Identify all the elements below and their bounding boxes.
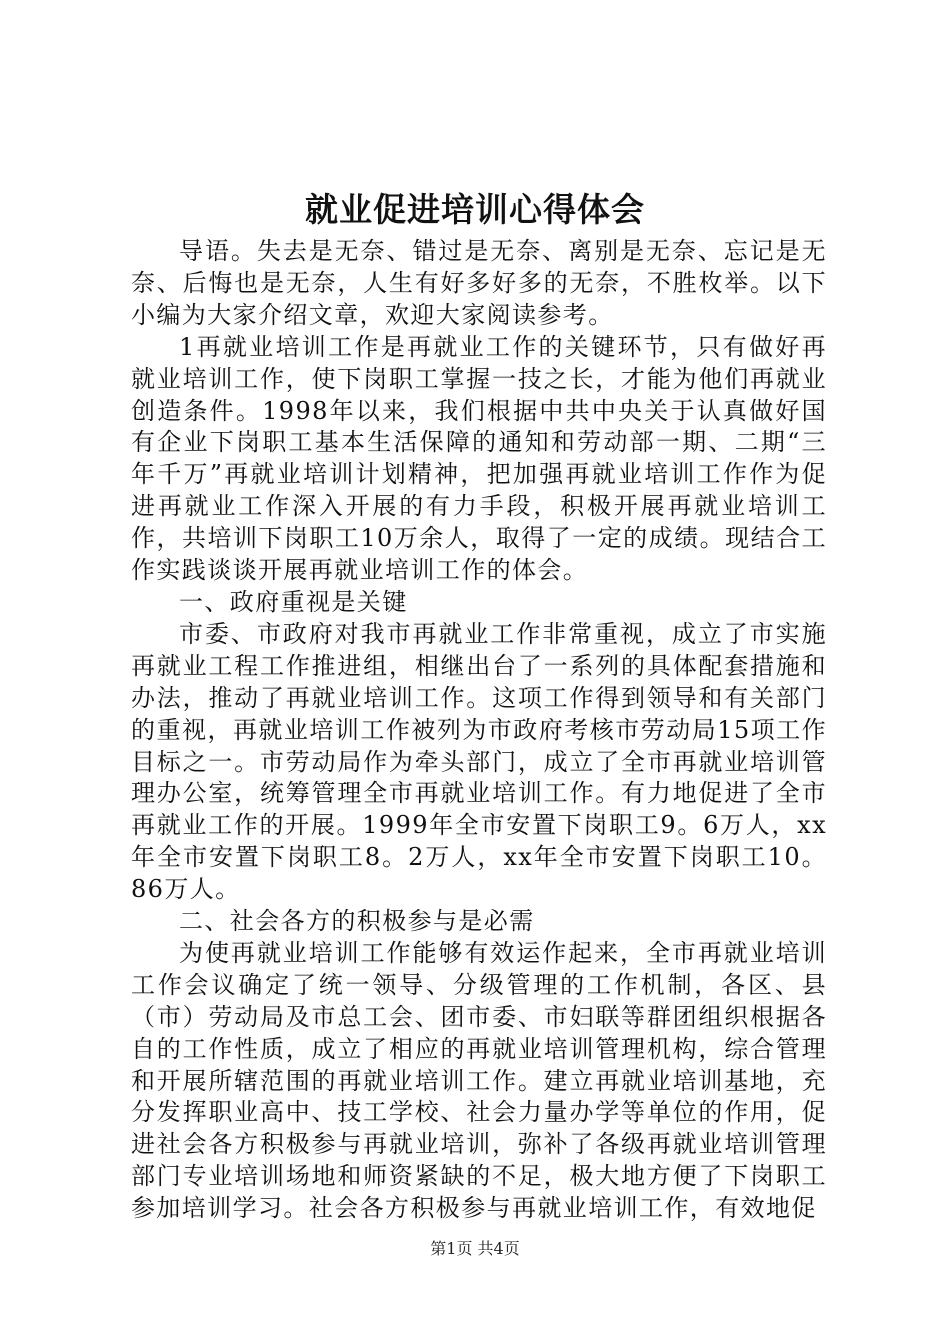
document-title: 就业促进培训心得体会 [305, 190, 645, 229]
intro-paragraph: 导语。失去是无奈、错过是无奈、离别是无奈、忘记是无奈、后悔也是无奈，人生有好多好多的无奈，不胜枚举。以下小编为大家介绍文章，欢迎大家阅读参考。 [131, 237, 827, 329]
section-heading-1: 一、政府重视是关键 [179, 587, 408, 616]
body-paragraph-2: 市委、市政府对我市再就业工作非常重视，成立了市实施再就业工程工作推进组，相继出台了一系列的具体配套措施和办法，推动了再就业培训工作。这项工作得到领导和有关部门的重视，再就业培训工作被列为市政府考核市劳动局15项工作目标之一。市劳动局作为牵头部门，成立了全市再就业培训管理办公室，统筹管理全市再就业培训工作。有力地促进了全市再就业工作的开展。1999年全市安置下岗职工9。6万人，xx年全市安置下岗职工8。2万人，xx年全市安置下岗职工10。86万人。 [131, 619, 827, 904]
page-number-footer: 第1页 共4页 [430, 1239, 520, 1258]
body-paragraph-1: 1再就业培训工作是再就业工作的关键环节，只有做好再就业培训工作，使下岗职工掌握一技之长，才能为他们再就业创造条件。1998年以来，我们根据中共中央关于认真做好国有企业下岗职工基本生活保障的通知和劳动部一期、二期“三年千万”再就业培训计划精神，把加强再就业培训工作作为促进再就业工作深入开展的有力手段，积极开展再就业培训工作，共培训下岗职工10万余人，取得了一定的成绩。现结合工作实践谈谈开展再就业培训工作的体会。 [131, 332, 827, 585]
document-body [131, 236, 827, 1225]
section-heading-2: 二、社会各方的积极参与是必需 [179, 907, 535, 936]
body-paragraph-3: 为使再就业培训工作能够有效运作起来，全市再就业培训工作会议确定了统一领导、分级管理的工作机制，各区、县（市）劳动局及市总工会、团市委、市妇联等群团组织根据各自的工作性质，成立了相应的再就业培训管理机构，综合管理和开展所辖范围的再就业培训工作。建立再就业培训基地，充分发挥职业高中、技工学校、社会力量办学等单位的作用，促进社会各方积极参与再就业培训，弥补了各级再就业培训管理部门专业培训场地和师资紧缺的不足，极大地方便了下岗职工参加培训学习。社会各方积极参与再就业培训工作，有效地促 [131, 938, 827, 1223]
